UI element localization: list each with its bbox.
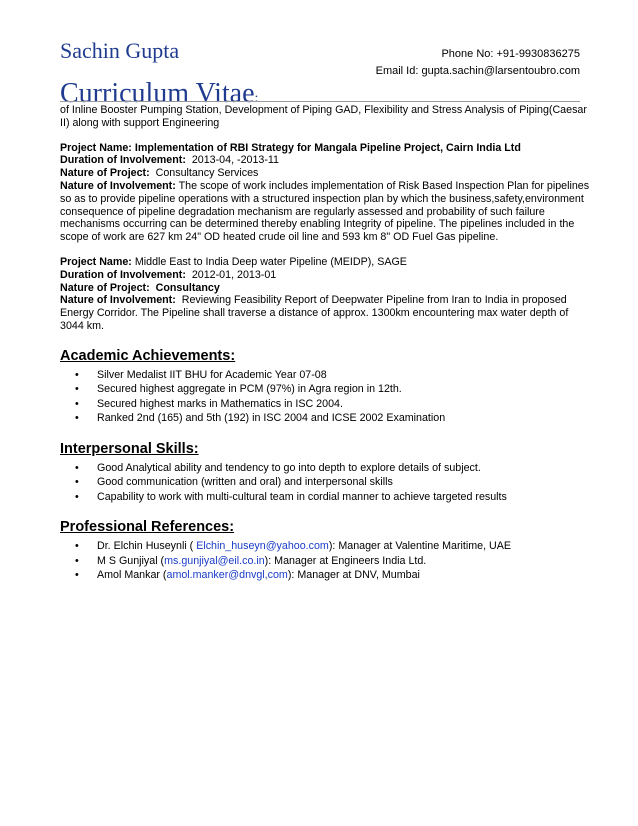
list-item: • Good communication (written and oral) and interpersonal skills bbox=[60, 475, 590, 490]
interpersonal-heading: Interpersonal Skills: bbox=[60, 440, 199, 457]
duration-label: Duration of Involvement: bbox=[60, 154, 186, 167]
duration-label: Duration of Involvement: bbox=[60, 268, 186, 281]
reference-role: ): Manager at Valentine Maritime, UAE bbox=[328, 540, 511, 553]
reference-email-link[interactable]: ms.gunjiyal@eil.co.in bbox=[164, 554, 265, 567]
nature-involvement-label: Nature of Involvement: bbox=[60, 179, 176, 192]
document-title-colon: : bbox=[254, 91, 259, 106]
project-name-label: Project Name: bbox=[60, 255, 132, 268]
interpersonal-list bbox=[60, 461, 590, 505]
nature-project-value: Consultancy bbox=[155, 281, 220, 294]
references-heading: Professional References: bbox=[60, 519, 235, 536]
contact-info bbox=[376, 46, 580, 80]
references-list bbox=[60, 539, 590, 583]
list-item: • Ranked 2nd (165) and 5th (192) in ISC 2004 and ICSE 2002 Examination bbox=[60, 411, 590, 426]
reference-role: ): Manager at DNV, Mumbai bbox=[287, 569, 420, 582]
project-name-line bbox=[60, 256, 590, 269]
candidate-name: Sachin Gupta bbox=[60, 38, 180, 63]
duration-line bbox=[60, 154, 590, 167]
project-name-value: Middle East to India Deep water Pipeline (MEIDP), SAGE bbox=[134, 255, 407, 268]
nature-involvement-label: Nature of Involvement: bbox=[60, 294, 176, 307]
nature-involvement-line bbox=[60, 294, 590, 332]
academic-section bbox=[60, 347, 590, 426]
email-id: Email Id: gupta.sachin@larsentoubro.com bbox=[375, 65, 580, 77]
project-name-line bbox=[60, 142, 590, 155]
phone-number: Phone No: +91-9930836275 bbox=[441, 48, 580, 60]
interpersonal-section bbox=[60, 440, 590, 505]
list-item bbox=[60, 539, 590, 554]
references-section bbox=[60, 518, 590, 583]
nature-involvement-value: The scope of work includes implementation of Risk Based Inspection Plan for pipelines so as to provide pipeline operations with a structured inspection plan by which the business,safety,environment consequence of pipeline degradation mechanism are regularly assessed and probability of such failure mechanisms occurring can be determined thereby enabling Integrity of pipeline. The pipelines included in the scope of work are 627 km 24" OD heated crude oil line and 593 km 8" OD Fuel Gas pipeline. bbox=[60, 179, 590, 244]
project-block bbox=[60, 142, 590, 244]
reference-name: Amol Mankar ( bbox=[97, 569, 167, 582]
list-item: • Capability to work with multi-cultural team in cordial manner to achieve targeted results bbox=[60, 490, 590, 505]
intro-paragraph: of Inline Booster Pumping Station, Development of Piping GAD, Flexibility and Stress Analysis of Piping(Caesar II) along with support Engineering bbox=[60, 104, 587, 129]
header-divider bbox=[60, 101, 580, 102]
reference-name: M S Gunjiyal ( bbox=[97, 554, 165, 567]
nature-project-label: Nature of Project: bbox=[60, 167, 150, 180]
duration-line bbox=[60, 269, 590, 282]
academic-list bbox=[60, 368, 590, 426]
project-block bbox=[60, 256, 590, 333]
project-name-label: Project Name: bbox=[60, 141, 132, 154]
reference-email-link[interactable]: amol.manker@dnvgl,com bbox=[166, 569, 288, 582]
nature-project-line bbox=[60, 282, 590, 295]
project-name-value: Implementation of RBI Strategy for Mangala Pipeline Project, Cairn India Ltd bbox=[134, 141, 521, 154]
duration-value: 2012-01, 2013-01 bbox=[191, 268, 277, 281]
reference-name: Dr. Elchin Huseynli ( bbox=[97, 540, 197, 553]
cv-body bbox=[60, 104, 590, 583]
list-item: • Good Analytical ability and tendency to go into depth to explore details of subject. bbox=[60, 461, 590, 476]
reference-email-link[interactable]: Elchin_huseyn@yahoo.com bbox=[196, 540, 329, 553]
list-item: • Silver Medalist IIT BHU for Academic Year 07-08 bbox=[60, 368, 590, 383]
list-item bbox=[60, 568, 590, 583]
nature-involvement-value: Reviewing Feasibility Report of Deepwater Pipeline from Iran to India in proposed Energy Corridor. The Pipeline shall traverse a distance of approx. 1300km encountering max water depth of 3044 km. bbox=[60, 294, 569, 332]
nature-project-value: Consultancy Services bbox=[155, 167, 259, 180]
list-item: • Secured highest aggregate in PCM (97%) in Agra region in 12th. bbox=[60, 382, 590, 397]
list-item bbox=[60, 554, 590, 569]
list-item: • Secured highest marks in Mathematics in ISC 2004. bbox=[60, 397, 590, 412]
academic-heading: Academic Achievements: bbox=[60, 347, 236, 364]
nature-involvement-line bbox=[60, 180, 590, 244]
nature-project-line bbox=[60, 167, 590, 180]
duration-value: 2013-04, -2013-11 bbox=[191, 154, 279, 167]
document-title-text: Curriculum Vitae bbox=[60, 78, 255, 109]
nature-project-label: Nature of Project: bbox=[60, 281, 150, 294]
reference-role: ): Manager at Engineers India Ltd. bbox=[264, 554, 427, 567]
